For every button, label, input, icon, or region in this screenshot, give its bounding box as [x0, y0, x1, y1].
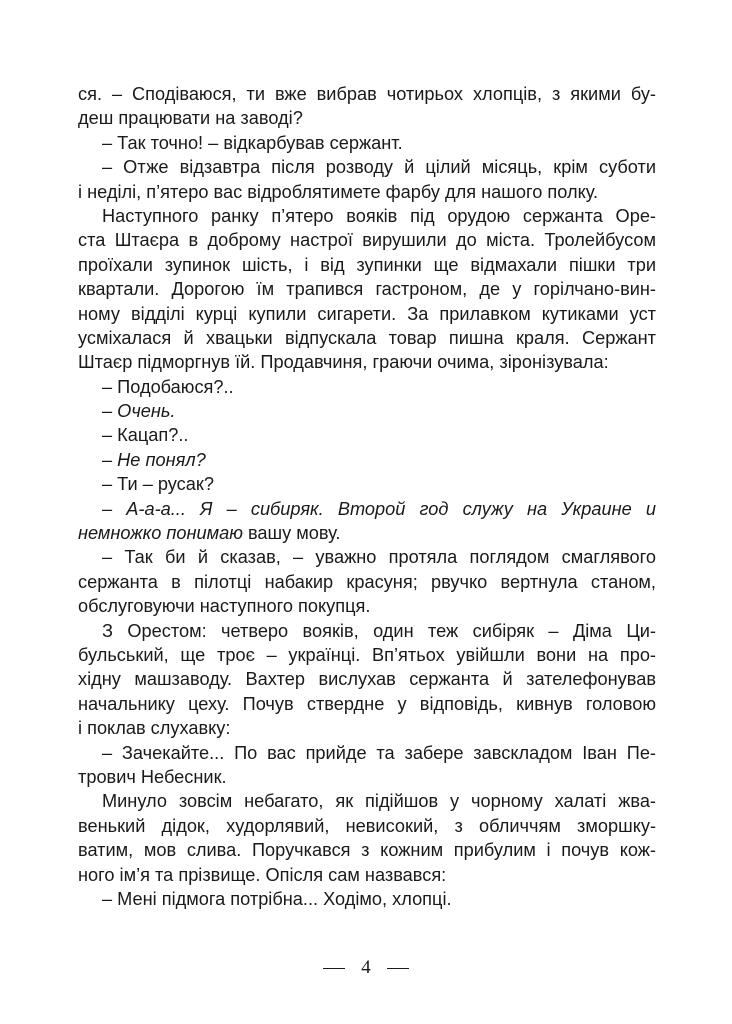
text-span: усміхалася й хвацьки відпускала товар пишна краля. Сержант [78, 327, 656, 348]
text-line [78, 838, 656, 862]
text-span: ному відділі курці купили сигарети. За прилавком кутиками уст [78, 303, 656, 324]
text-line [78, 180, 656, 204]
text-span: – [102, 449, 118, 470]
text-span: – Отже відзавтра після розводу й цілий місяць, крім суботи [102, 157, 656, 178]
text-line [78, 594, 656, 618]
text-span: венький дідок, худорлявий, невисокий, з обличчям зморшку- [78, 815, 656, 836]
text-line [78, 277, 656, 301]
text-line [78, 716, 656, 740]
text-span: – Мені підмога потрібна... Ходімо, хлопці. [102, 888, 452, 909]
text-line [78, 521, 656, 545]
text-line [78, 814, 656, 838]
italic-text: немножко понимаю [78, 523, 243, 544]
text-span: трович Небесник. [78, 766, 227, 787]
text-span: хідну машзаводу. Вахтер вислухав сержанта й зателефонував [78, 669, 656, 690]
text-span: – Ти – русак? [102, 474, 214, 495]
text-line [78, 887, 656, 911]
text-line [78, 326, 656, 350]
text-line [78, 253, 656, 277]
text-line [78, 82, 656, 106]
text-span: Наступного ранку п’ятеро вояків під орудою сержанта Оре- [102, 205, 656, 226]
text-span: ватим, мов слива. Поручкався з кожним прибулим і почув кож- [78, 840, 656, 861]
text-span: вашу мову. [242, 523, 341, 544]
text-line [78, 545, 656, 569]
footer-dash-left [323, 968, 345, 969]
text-span: і поклав слухавку: [78, 718, 231, 739]
text-line [78, 204, 656, 228]
text-line [78, 570, 656, 594]
text-line [78, 375, 656, 399]
text-span: – [102, 401, 118, 422]
text-line [78, 302, 656, 326]
text-span: начальнику цеху. Почув ствердне у відповідь, кивнув головою [78, 693, 656, 714]
text-span: деш працювати на заводі? [78, 108, 303, 129]
text-line [78, 692, 656, 716]
italic-text: Очень. [117, 401, 176, 422]
text-span: ся. – Сподіваюся, ти вже вибрав чотирьох хлопців, з якими бу- [78, 84, 656, 104]
text-span: – Зачекайте... По вас прийде та забере завскладом Іван Пе- [102, 742, 656, 763]
text-line [78, 472, 656, 496]
text-span: квартали. Дорогою їм трапився гастроном, де у горілчано-вин- [78, 279, 656, 300]
text-line [78, 131, 656, 155]
text-span: – Кацап?.. [102, 425, 189, 446]
text-line [78, 863, 656, 887]
text-span: обслуговуючи наступного покупця. [78, 596, 371, 617]
text-line [78, 765, 656, 789]
text-span: і неділі, п’ятеро вас відроблятимете фарбу для нашого полку. [78, 181, 599, 202]
text-line [78, 741, 656, 765]
italic-text: Не понял? [117, 449, 206, 470]
text-span: – [102, 498, 127, 519]
text-line [78, 619, 656, 643]
text-line [78, 423, 656, 447]
text-line [78, 448, 656, 472]
text-line [78, 789, 656, 813]
text-span: ного ім’я та прізвище. Опісля сам назвався: [78, 864, 447, 885]
italic-text: А-а-а... Я – сибиряк. Второй год служу на Украине и [126, 498, 656, 519]
text-line [78, 667, 656, 691]
text-line [78, 643, 656, 667]
page-footer [0, 957, 732, 979]
text-line [78, 399, 656, 423]
text-span: З Орестом: четверо вояків, один теж сибіряк – Діма Ци- [102, 620, 656, 641]
text-span: Минуло зовсім небагато, як підійшов у чорному халаті жва- [102, 791, 656, 812]
text-span: бульський, ще троє – українці. Вп’ятьох увійшли вони на про- [78, 644, 656, 665]
text-line [78, 350, 656, 374]
text-span: – Так би й сказав, – уважно протяла поглядом смаглявого [102, 547, 656, 568]
text-line [78, 497, 656, 521]
page-body [78, 82, 656, 911]
text-line [78, 106, 656, 130]
text-span: – Так точно! – відкарбував сержант. [102, 132, 403, 153]
text-line [78, 155, 656, 179]
footer-dash-right [387, 968, 409, 969]
text-span: Штаєр підморгнув їй. Продавчиня, граючи очима, зіронізувала: [78, 352, 609, 373]
page-number: 4 [361, 957, 371, 978]
text-span: ста Штаєра в доброму настрої вирушили до міста. Тролейбусом [78, 230, 656, 251]
text-span: – Подобаюся?.. [102, 376, 234, 397]
text-span: сержанта в пілотці набакир красуня; рвучко вертнула станом, [78, 571, 656, 592]
text-line [78, 228, 656, 252]
text-span: проїхали зупинок шість, і від зупинки ще відмахали пішки три [78, 254, 656, 275]
